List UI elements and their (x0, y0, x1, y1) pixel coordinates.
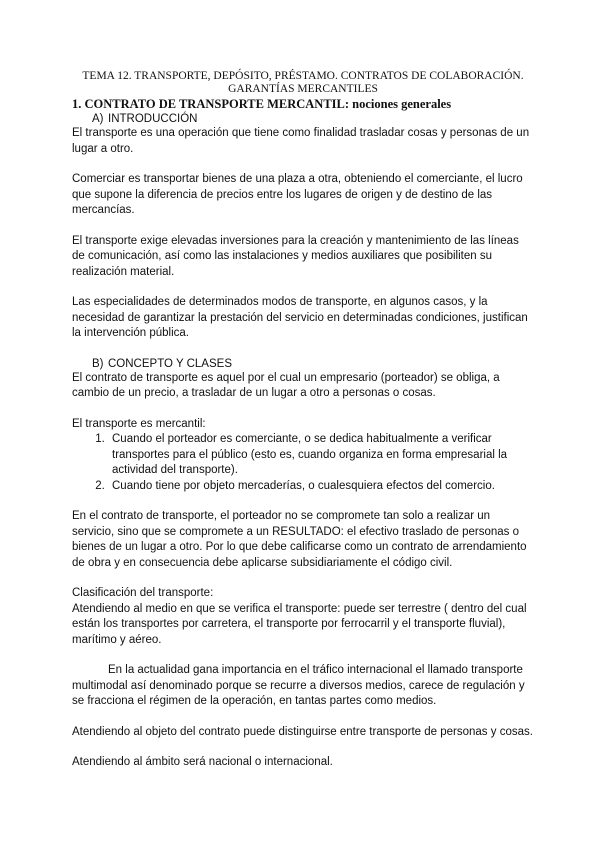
section-heading: 1. CONTRATO DE TRANSPORTE MERCANTIL: nociones generales (72, 97, 452, 111)
ambito-paragraph: Atendiendo al ámbito será nacional o internacional. (72, 756, 333, 768)
title-line-1: TEMA 12. TRANSPORTE, DEPÓSITO, PRÉSTAMO. CONTRATOS DE COLABORACIÓN. (82, 70, 524, 82)
subheading-introduccion (92, 112, 534, 126)
subheading-label: CONCEPTO Y CLASES (108, 357, 232, 370)
classification-medio: Atendiendo al medio en que se verifica el transporte: puede ser terrestre ( dentro del cual están los transportes por carretera, el transporte por ferrocarril y el transporte fluvial), marítimo y aéreo. (72, 602, 527, 646)
classification-title: Clasificación del transporte: (72, 587, 214, 599)
multimodal-paragraph: En la actualidad gana importancia en el tráfico internacional el llamado transporte multimodal así denominado porque se recurre a diversos medios, carece de regulación y se fracciona el régimen de la operación, en tantas partes como medios. (72, 664, 525, 707)
document-title (72, 70, 534, 96)
objeto-paragraph: Atendiendo al objeto del contrato puede distinguirse entre transporte de personas y cosas. (72, 725, 533, 738)
mercantil-intro: El transporte es mercantil: (72, 417, 206, 430)
mercantil-list (72, 432, 534, 494)
intro-paragraph-4: Las especialidades de determinados modos de transporte, en algunos casos, y la necesidad de garantizar la prestación del servicio en determinadas condiciones, justifican la intervención pública. (72, 296, 528, 339)
title-line-2: GARANTÍAS MERCANTILES (228, 83, 378, 95)
subheading-label: INTRODUCCIÓN (108, 113, 198, 125)
intro-paragraph-3: El transporte exige elevadas inversiones para la creación y mantenimiento de las líneas de comunicación, así como las instalaciones y medios auxiliares que posibiliten su realización material. (72, 234, 519, 278)
list-item: 1. Cuando el porteador es comerciante, o se dedica habitualmente a verificar transportes para el público (esto es, cuando organiza en forma empresarial la actividad del transporte). (108, 432, 534, 479)
subheading-letter: B) (92, 357, 104, 370)
subheading-letter: A) (92, 113, 104, 125)
list-item: 2. Cuando tiene por objeto mercaderías, o cualesquiera efectos del comercio. (108, 479, 534, 495)
intro-paragraph-2: Comerciar es transportar bienes de una plaza a otra, obteniendo el comerciante, el lucro que supone la diferencia de precios entre los lugares de origen y de destino de las mercancías. (72, 173, 523, 216)
result-paragraph: En el contrato de transporte, el porteador no se compromete tan solo a realizar un servicio, sino que se compromete a un RESULTADO: el efectivo traslado de personas o bienes de un lugar a otro. Por lo que debe calificarse como un contrato de arrendamiento de obra y en consecuencia debe aplicarse subsidiariamente el código civil. (72, 510, 527, 569)
subheading-concepto (92, 357, 534, 371)
document-page (72, 70, 534, 786)
intro-paragraph-1: El transporte es una operación que tiene como finalidad trasladar cosas y personas de un lugar a otro. (72, 127, 530, 155)
concept-paragraph: El contrato de transporte es aquel por el cual un empresario (porteador) se obliga, a cambio de un precio, a trasladar de un lugar a otro a personas o cosas. (72, 371, 500, 399)
